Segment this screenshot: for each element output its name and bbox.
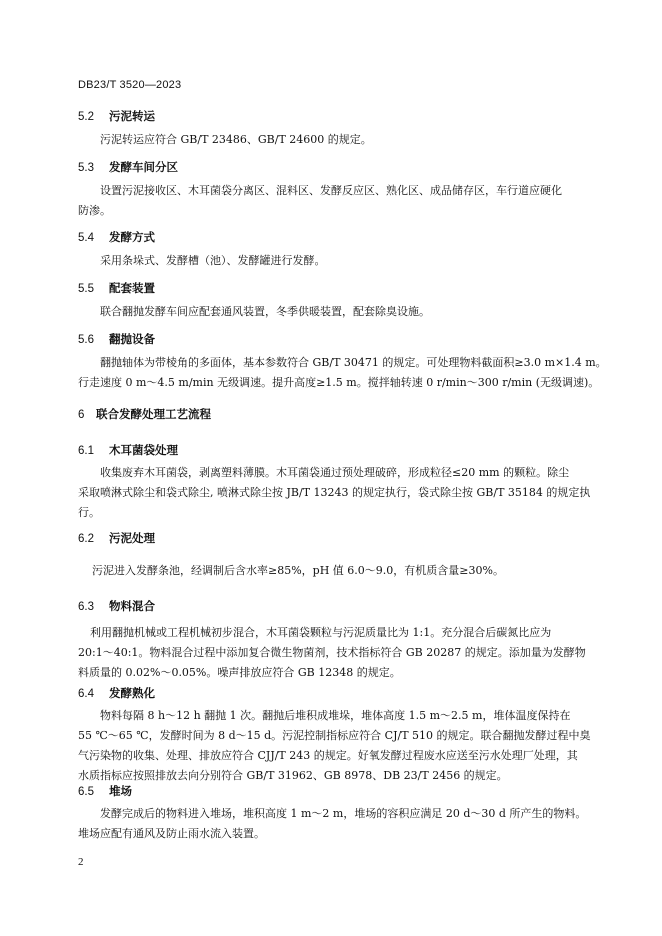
paragraph-line: 设置污泥接收区、木耳菌袋分离区、混料区、发酵反应区、熟化区、成品储存区，车行道应硬化	[100, 184, 562, 197]
chapter-heading-6	[78, 406, 211, 422]
section-number: 6	[78, 409, 85, 421]
paragraph-line: 采取喷淋式除尘和袋式除尘, 喷淋式除尘按 JB/T 13243 的规定执行，袋式除尘按 GB/T 35184 的规定执	[78, 486, 591, 499]
section-body-5-5	[78, 302, 598, 322]
paragraph-line: 利用翻抛机械或工程机械初步混合，木耳菌袋颗粒与污泥质量比为 1:1。充分混合后碳氮比应为	[90, 626, 552, 639]
section-body-5-2	[78, 130, 598, 150]
section-number: 6.5	[78, 786, 94, 798]
section-number: 6.1	[78, 445, 94, 457]
section-body-5-6	[78, 353, 607, 393]
section-body-6-4	[78, 706, 598, 786]
paragraph-line: 堆场应配有通风及防止雨水流入装置。	[78, 827, 265, 840]
section-number: 6.3	[78, 601, 94, 613]
section-title: 联合发酵处理工艺流程	[96, 407, 211, 421]
section-number: 5.6	[78, 334, 94, 346]
section-title: 发酵熟化	[109, 686, 155, 700]
section-title: 堆场	[109, 784, 132, 798]
section-body-6-3	[78, 623, 598, 683]
section-title: 发酵方式	[109, 230, 155, 244]
paragraph-line: 污泥进入发酵条池，经调制后含水率≥85%，pH 值 6.0～9.0，有机质含量≥30%。	[92, 564, 504, 577]
paragraph-line: 发酵完成后的物料进入堆场，堆积高度 1 m～2 m，堆场的容积应满足 20 d～30 d 所产生的物料。	[100, 807, 587, 820]
paragraph-line: 行走速度 0 m～4.5 m/min 无级调速。提升高度≥1.5 m。搅拌轴转速 0 r/min～300 r/min (无级调速)。	[78, 376, 600, 389]
section-body-6-1	[78, 463, 598, 523]
section-number: 5.5	[78, 283, 94, 295]
section-heading-6-5	[78, 783, 132, 799]
section-title: 发酵车间分区	[109, 160, 178, 174]
section-body-5-4	[78, 251, 598, 271]
section-title: 污泥转运	[109, 109, 155, 123]
paragraph-line: 污泥转运应符合 GB/T 23486、GB/T 24600 的规定。	[100, 133, 372, 146]
section-heading-5-3	[78, 159, 178, 175]
paragraph-line: 收集废弃木耳菌袋，剥离塑料薄膜。木耳菌袋通过预处理破碎，形成粒径≤20 mm 的颗粒。除尘	[100, 466, 570, 479]
document-id: DB23/T 3520—2023	[78, 79, 182, 91]
paragraph-line: 气污染物的收集、处理、排放应符合 CJJ/T 243 的规定。好氧发酵过程废水应送至污水处理厂处理，其	[78, 749, 578, 762]
section-heading-5-6	[78, 331, 155, 347]
section-heading-6-1	[78, 442, 178, 458]
paragraph-line: 行。	[78, 506, 100, 519]
section-heading-5-4	[78, 229, 155, 245]
section-title: 木耳菌袋处理	[109, 443, 178, 457]
section-title: 污泥处理	[109, 531, 155, 545]
paragraph-line: 20:1～40:1。物料混合过程中添加复合微生物菌剂，技术指标符合 GB 20287 的规定。添加量为发酵物	[78, 646, 586, 659]
section-heading-5-2	[78, 108, 155, 124]
section-heading-6-3	[78, 598, 155, 614]
paragraph-line: 翻抛轴体为带棱角的多面体，基本参数符合 GB/T 30471 的规定。可处理物料截面积≥3.0 m×1.4 m。	[100, 356, 607, 369]
paragraph-line: 物料每隔 8 h～12 h 翻抛 1 次。翻抛后堆积成堆垛，堆体高度 1.5 m～2.5 m，堆体温度保持在	[100, 709, 571, 722]
section-heading-6-2	[78, 530, 155, 546]
paragraph-line: 联合翻抛发酵车间应配套通风装置，冬季供暖装置，配套除臭设施。	[100, 305, 430, 318]
paragraph-line: 防渗。	[78, 204, 111, 217]
section-heading-5-5	[78, 280, 155, 296]
section-body-5-3	[78, 181, 598, 221]
section-title: 物料混合	[109, 599, 155, 613]
paragraph-line: 料质量的 0.02%～0.05%。噪声排放应符合 GB 12348 的规定。	[78, 666, 401, 679]
paragraph-line: 采用条垛式、发酵槽（池）、发酵罐进行发酵。	[100, 254, 326, 267]
section-title: 翻抛设备	[109, 332, 155, 346]
section-title: 配套装置	[109, 281, 155, 295]
page-number: 2	[78, 856, 84, 868]
section-number: 5.4	[78, 232, 94, 244]
section-number: 5.3	[78, 162, 94, 174]
section-number: 5.2	[78, 111, 94, 123]
paragraph-line: 55 ℃～65 ℃，发酵时间为 8 d～15 d。污泥控制指标应符合 CJ/T 510 的规定。联合翻抛发酵过程中臭	[78, 729, 591, 742]
section-number: 6.4	[78, 688, 94, 700]
section-heading-6-4	[78, 685, 155, 701]
section-body-6-5	[78, 804, 598, 844]
section-number: 6.2	[78, 533, 94, 545]
paragraph-line: 水质指标应按照排放去向分别符合 GB/T 31962、GB 8978、DB 23/T 2456 的规定。	[78, 769, 508, 782]
section-body-6-2	[78, 561, 598, 581]
